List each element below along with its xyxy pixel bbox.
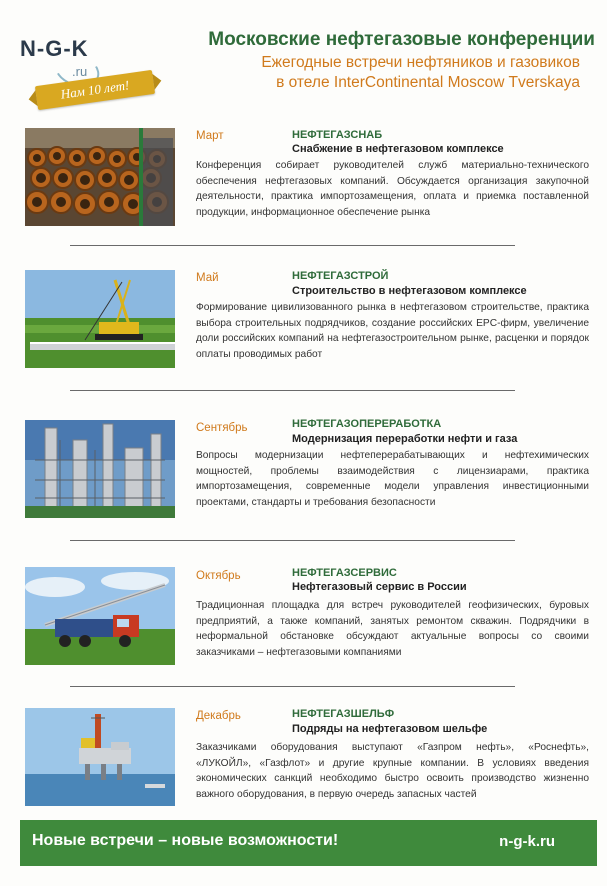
- section-month: Сентябрь: [196, 422, 248, 434]
- section-divider: [70, 390, 515, 391]
- section-month: Март: [196, 130, 224, 142]
- photo-offshore-platform: [25, 708, 175, 806]
- section-subtitle: Снабжение в нефтегазовом комплексе: [292, 143, 504, 155]
- photo-refinery: [25, 420, 175, 518]
- section-divider: [70, 540, 515, 541]
- section-body: Конференция собирает руководителей служб материально-технического обеспечения нефтегазовых компаний. Обсуждается организация закупочной деятельности, практика импортозамещения, оплата и приемка поставленной продукции, информационное обеспечение рынка: [196, 160, 589, 218]
- website-link[interactable]: n-g-k.ru: [499, 833, 555, 850]
- section-subtitle: Модернизация переработки нефти и газа: [292, 433, 518, 445]
- section-title: НЕФТЕГАЗШЕЛЬФ: [292, 708, 395, 720]
- section-title: НЕФТЕГАЗОПЕРЕРАБОТКА: [292, 418, 442, 430]
- refinery-image: [25, 420, 175, 518]
- service-rig-image: [25, 567, 175, 665]
- section-body: Традиционная площадка для встреч руководителей геофизических, буровых предприятий, а также компаний, занятых ремонтом скважин. Подрядчики в неформальной обстановке обсуждают актуальные вопросы со своими заказчиками – нефтегазовыми компаниями: [196, 600, 589, 658]
- section-body: Формирование цивилизованного рынка в нефтегазовом строительстве, практика выбора строительных подрядчиков, создание российских EPC-фирм, увеличение доли российских компаний на нефтегазостроительном рынке, расценки и порядок оплаты проводимых работ: [196, 302, 589, 360]
- page-title: Московские нефтегазовые конференции: [208, 29, 595, 50]
- page-subtitle-line1: Ежегодные встречи нефтяников и газовиков: [261, 54, 580, 71]
- photo-construction: [25, 270, 175, 368]
- section-body: Вопросы модернизации нефтеперерабатывающих и нефтехимических мощностей, проблемы взаимодействия с лицензиарами, практика импортозамещения, современные модели управления инвестиционными проектами, стандарты и требования безопасности: [196, 450, 589, 508]
- photo-service-rig: [25, 567, 175, 665]
- section-subtitle: Нефтегазовый сервис в России: [292, 581, 467, 593]
- section-title: НЕФТЕГАЗСЕРВИС: [292, 567, 397, 579]
- section-month: Май: [196, 272, 219, 284]
- section-divider: [70, 245, 515, 246]
- section-month: Декабрь: [196, 710, 241, 722]
- section-subtitle: Подряды на нефтегазовом шельфе: [292, 723, 488, 735]
- footer-banner: [20, 820, 597, 866]
- offshore-platform-image: [25, 708, 175, 806]
- page-subtitle-line2: в отеле InterContinental Moscow Tverskaya: [276, 74, 580, 91]
- section-subtitle: Строительство в нефтегазовом комплексе: [292, 285, 527, 297]
- section-title: НЕФТЕГАЗСТРОЙ: [292, 270, 389, 282]
- section-month: Октябрь: [196, 570, 241, 582]
- section-title: НЕФТЕГАЗСНАБ: [292, 129, 383, 141]
- footer-slogan: Новые встречи – новые возможности!: [32, 832, 339, 849]
- logo-text: N-G-K: [20, 36, 89, 61]
- construction-image: [25, 270, 175, 368]
- ribbon-text: Нам 10 лет!: [59, 77, 131, 102]
- section-body: Заказчиками оборудования выступают «Газпром нефть», «Роснефть», «ЛУКОЙЛ», «Газфлот» и другие крупные компании. В условиях введения экономических санкций необходимо быстро освоить производство жизненно важного оборудования, в первую очередь запасных частей: [196, 742, 589, 800]
- section-divider: [70, 686, 515, 687]
- logo-ru-text: .ru: [72, 64, 88, 79]
- ngk-logo: [14, 36, 154, 114]
- photo-pipes: [25, 128, 175, 226]
- pipes-image: [25, 128, 175, 226]
